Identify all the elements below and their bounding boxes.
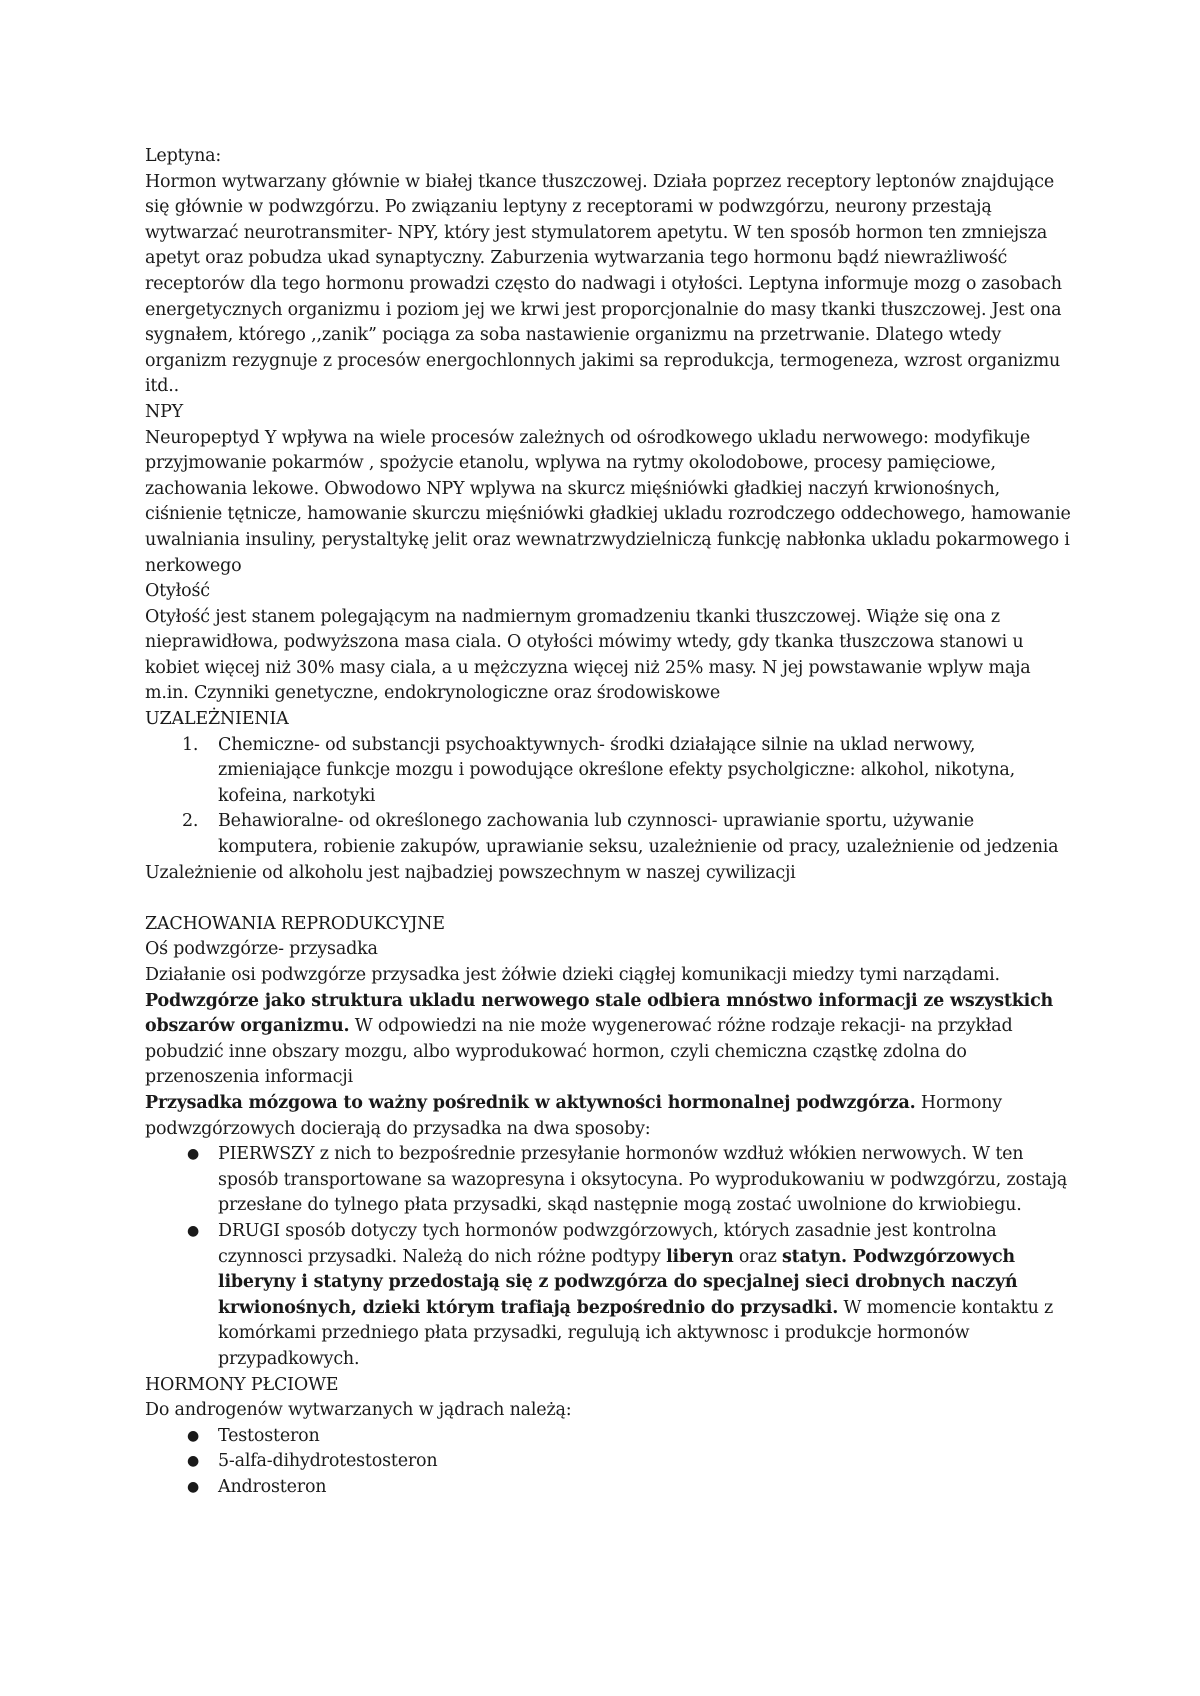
leptyna-heading: Leptyna:: [145, 146, 222, 166]
list-item-text: Behawioralne- od określonego zachowania lub czynnosci- uprawianie sportu, używanie komputera, robienie zakupów, uprawianie seksu, uzależnienie od pracy, uzależnienie od jedzenia: [218, 811, 1059, 858]
list-number: 1.: [182, 734, 199, 755]
bold-lead: Podwzgórze jako struktura ukladu nerwowego stale odbiera mnóstwo informacji ze wszystkich obszarów organizmu.: [145, 990, 1054, 1037]
bullet-icon: ●: [187, 1427, 200, 1444]
list-number: 2.: [182, 811, 199, 832]
uzaleznienia-heading: UZALEŻNIENIA: [145, 709, 289, 730]
reprodukcyjne-paragraph-2: [145, 989, 1075, 1091]
otylosc-paragraph: Otyłość jest stanem polegającym na nadmiernym gromadzeniu tkanki tłuszczowej. Wiąże się ona z nieprawidłowa, podwyższona masa ciala. O otyłości mówimy wtedy, gdy tkanka tłuszczowa stanowi u kobiet więcej niż 30% masy ciala, a u mężczyzna więcej niż 25% masy. N jej powstawanie wplyw maja m.in. Czynniki genetyczne, endokrynologiczne oraz środowiskowe: [145, 606, 1031, 704]
list-item: [145, 1142, 1075, 1219]
bold-run: statyn. Podwzgórzowych liberyny i statyny przedostają się z podwzgórza do specjalnej sieci drobnych naczyń krwionośnych, dzieki którym trafiają bezpośrednio do przysadki.: [218, 1246, 1018, 1318]
leptyna-paragraph: Hormon wytwarzany głównie w białej tkance tłuszczowej. Działa poprzez receptory leptonów znajdujące się głównie w podwzgórzu. Po związaniu leptyny z receptorami w podwzgórzu, neurony przestają wytwarzać neurotransmiter- NPY, który jest stymulatorem apetytu. W ten sposób hormon ten zmniejsza apetyt oraz pobudza ukad synaptyczny. Zaburzenia wytwarzania tego hormonu bądź niewrażliwość receptorów dla tego hormonu prowadzi często do nadwagi i otyłości. Leptyna informuje mozg o zasobach energetycznych organizmu i poziom jej we krwi jest proporcjonalnie do masy tkanki tłuszczowej. Jest ona sygnałem, którego ,,zanik” pociąga za soba nastawienie organizmu na przetrwanie. Dlatego wtedy organizm rezygnuje z procesów energochlonnych jakimi sa reprodukcja, termogeneza, wzrost organizmu itd..: [145, 171, 1062, 397]
list-item-text: Testosteron: [218, 1425, 320, 1446]
hormony-intro: Do androgenów wytwarzanych w jądrach należą:: [145, 1400, 572, 1421]
blank-line: [145, 886, 1075, 912]
text-run: DRUGI sposób dotyczy tych hormonów podwzgórzowych, których zasadnie jest kontrolna czynnosci przysadki. Należą do nich różne podtypy: [218, 1220, 997, 1267]
reprodukcyjne-subheading: Oś podwzgórze- przysadka: [145, 939, 378, 960]
list-item: [145, 1424, 1075, 1450]
paragraph-text: Hormony podwzgórzowych docierają do przysadka na dwa sposoby:: [145, 1092, 1002, 1139]
text-run: oraz: [733, 1246, 782, 1267]
androgeny-list: [145, 1424, 1075, 1501]
document-content: [145, 144, 1075, 1500]
uzaleznienia-closing: Uzależnienie od alkoholu jest najbadziej powszechnym w naszej cywilizacji: [145, 862, 796, 883]
bold-run: liberyn: [666, 1246, 734, 1267]
list-item-text: PIERWSZY z nich to bezpośrednie przesyłanie hormonów wzdłuż włókien nerwowych. W ten sposób transportowane sa wazopresyna i oksytocyna. Po wyprodukowaniu w podwzgórzu, zostają przesłane do tylnego płata przysadki, skąd następnie mogą zostać uwolnione do krwiobiegu.: [218, 1144, 1068, 1216]
list-item: [145, 809, 1075, 860]
list-item-text: Androsteron: [218, 1476, 327, 1497]
list-item-text: [218, 1221, 1053, 1369]
bullet-icon: ●: [187, 1478, 200, 1495]
otylosc-heading: Otyłość: [145, 581, 210, 602]
paragraph-text: W odpowiedzi na nie może wygenerować różne rodzaje rekacji- na przykład pobudzić inne obszary mozgu, albo wyprodukować hormon, czyli chemiczna cząstkę zdolna do przenoszenia informacji: [145, 1016, 1013, 1088]
reprodukcyjne-heading: ZACHOWANIA REPRODUKCYJNE: [145, 913, 445, 934]
npy-heading: NPY: [145, 401, 184, 422]
text-run: W momencie kontaktu z komórkami przedniego płata przysadki, regulują ich aktywnosc i produkcje hormonów przypadkowych.: [218, 1297, 1054, 1369]
reprodukcyjne-paragraph-3: [145, 1091, 1075, 1142]
uzaleznienia-list: [145, 733, 1075, 861]
sposoby-list: [145, 1142, 1075, 1372]
bullet-icon: ●: [187, 1453, 200, 1470]
list-item-text: 5-alfa-dihydrotestosteron: [218, 1451, 438, 1472]
hormony-heading: HORMONY PŁCIOWE: [145, 1374, 339, 1395]
bold-lead: Przysadka mózgowa to ważny pośrednik w aktywności hormonalnej podwzgórza.: [145, 1092, 916, 1113]
list-item: [145, 733, 1075, 810]
list-item-text: Chemiczne- od substancji psychoaktywnych- środki działające silnie na uklad nerwowy, zmieniające funkcje mozgu i powodujące określone efekty psycholgiczne: alkohol, nikotyna, kofeina, narkotyki: [218, 734, 1015, 806]
bullet-icon: ●: [187, 1222, 200, 1239]
list-item: [145, 1475, 1075, 1501]
reprodukcyjne-intro: Działanie osi podwzgórze przysadka jest żółwie dzieki ciągłej komunikacji miedzy tymi narządami.: [145, 965, 1000, 985]
npy-paragraph: Neuropeptyd Y wpływa na wiele procesów zależnych od ośrodkowego ukladu nerwowego: modyfikuje przyjmowanie pokarmów , spożycie etanolu, wplywa na rytmy okolodobowe, procesy pamięciowe, zachowania lekowe. Obwodowo NPY wplywa na skurcz mięśniówki gładkiej naczyń krwionośnych, ciśnienie tętnicze, hamowanie skurczu mięśniówki gładkiej ukladu rozrodczego oddechowego, hamowanie uwalniania insuliny, perystaltykę jelit oraz wewnatrzwydzielniczą funkcję nabłonka ukladu pokarmowego i nerkowego: [145, 427, 1071, 576]
list-item: [145, 1449, 1075, 1475]
bullet-icon: ●: [187, 1146, 200, 1163]
list-item: [145, 1219, 1075, 1373]
